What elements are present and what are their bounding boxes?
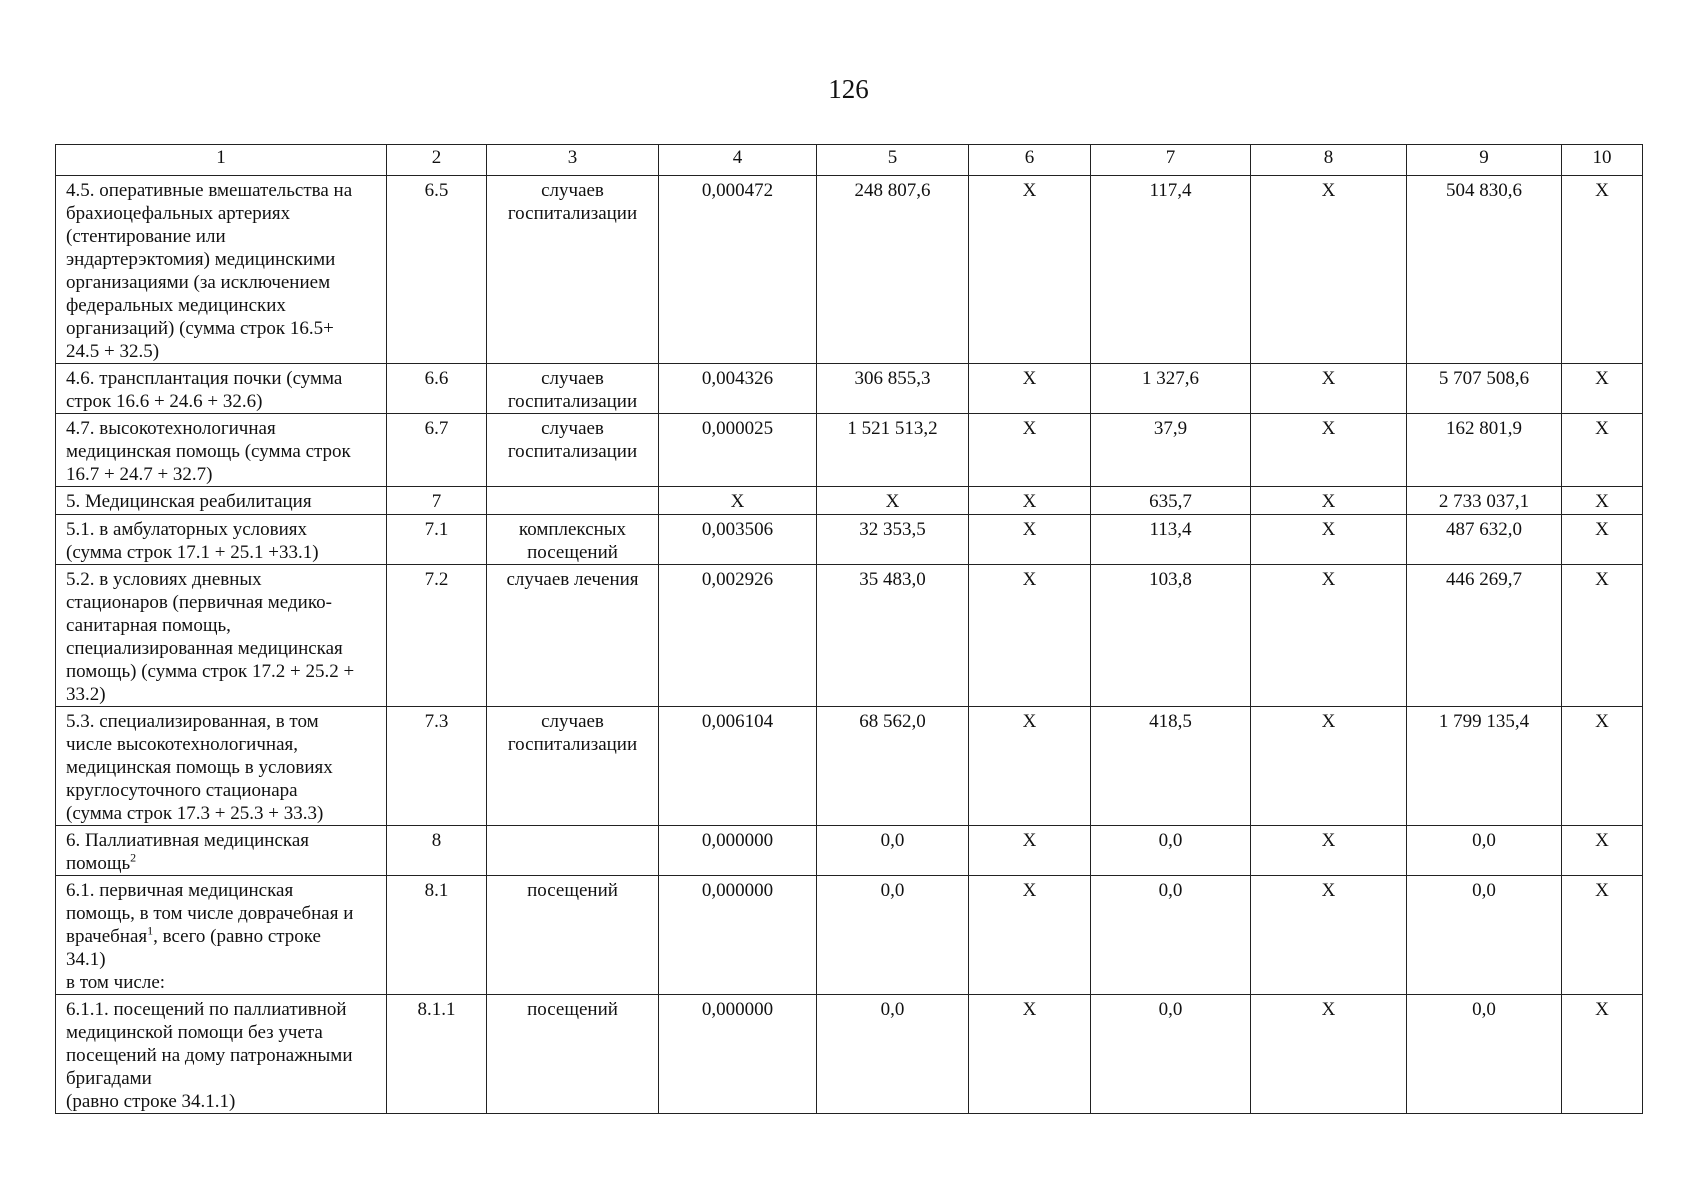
description-line: врачебная — [66, 926, 148, 947]
cell-col-8: X — [1251, 826, 1407, 876]
cell-col-10: X — [1562, 414, 1643, 487]
footnote-marker: 2 — [130, 850, 137, 865]
table-row — [56, 515, 1643, 565]
cell-col-7: 103,8 — [1091, 565, 1251, 707]
cell-col-6: X — [969, 565, 1091, 707]
cell-row-code: 6.6 — [387, 364, 487, 414]
cell-col-9: 0,0 — [1407, 995, 1562, 1114]
description-line: эндартерэктомия) медицинскими — [66, 249, 336, 270]
cell-col-5: 0,0 — [817, 995, 969, 1114]
cell-col-5: 68 562,0 — [817, 707, 969, 826]
cell-col-8: X — [1251, 364, 1407, 414]
cell-col-5: 0,0 — [817, 826, 969, 876]
cell-row-code: 7.3 — [387, 707, 487, 826]
unit-line: комплексных — [518, 519, 627, 540]
unit-line: случаев — [541, 711, 604, 732]
cell-col-10: X — [1562, 515, 1643, 565]
cell-col-6: X — [969, 176, 1091, 364]
cell-col-8: X — [1251, 487, 1407, 515]
cell-col-9: 162 801,9 — [1407, 414, 1562, 487]
footnote-marker: 1 — [147, 923, 154, 938]
description-line: помощь, в том числе доврачебная и — [66, 903, 354, 924]
header-cell: 5 — [817, 145, 969, 176]
description-line: 34.1) — [66, 949, 106, 970]
cell-col-10: X — [1562, 565, 1643, 707]
cell-description — [56, 515, 387, 565]
cell-col-5: 248 807,6 — [817, 176, 969, 364]
unit-line: посещений — [527, 999, 618, 1020]
cell-col-6: X — [969, 826, 1091, 876]
page-number: 126 — [828, 74, 869, 104]
cell-col-10: X — [1562, 995, 1643, 1114]
cell-row-code: 7 — [387, 487, 487, 515]
cell-unit — [487, 826, 659, 876]
cell-col-6: X — [969, 515, 1091, 565]
cell-col-6: X — [969, 364, 1091, 414]
cell-col-4: 0,000000 — [659, 876, 817, 995]
cell-description — [56, 826, 387, 876]
header-cell: 6 — [969, 145, 1091, 176]
cell-col-7: 1 327,6 — [1091, 364, 1251, 414]
cell-description — [56, 565, 387, 707]
description-line: 5. Медицинская реабилитация — [66, 491, 312, 512]
cell-col-7: 113,4 — [1091, 515, 1251, 565]
header-cell: 7 — [1091, 145, 1251, 176]
description-line: в том числе: — [66, 972, 166, 993]
unit-line: случаев — [541, 180, 604, 201]
unit-line: случаев лечения — [506, 569, 639, 590]
table-row — [56, 565, 1643, 707]
description-line: санитарная помощь, — [66, 615, 231, 636]
cell-description — [56, 176, 387, 364]
cell-col-4: 0,002926 — [659, 565, 817, 707]
cell-col-9: 487 632,0 — [1407, 515, 1562, 565]
cell-col-4: 0,006104 — [659, 707, 817, 826]
header-cell: 9 — [1407, 145, 1562, 176]
header-cell: 2 — [387, 145, 487, 176]
description-line: 24.5 + 32.5) — [66, 341, 160, 362]
cell-description — [56, 364, 387, 414]
cell-col-9: 0,0 — [1407, 876, 1562, 995]
description-line: (стентирование или — [66, 226, 226, 247]
cell-col-5: 1 521 513,2 — [817, 414, 969, 487]
description-line: (равно строке 34.1.1) — [66, 1091, 236, 1112]
cell-description — [56, 995, 387, 1114]
description-line: 33.2) — [66, 684, 106, 705]
cell-col-9: 2 733 037,1 — [1407, 487, 1562, 515]
table-row — [56, 414, 1643, 487]
description-line: 4.6. трансплантация почки (сумма — [66, 368, 343, 389]
cell-col-5: 306 855,3 — [817, 364, 969, 414]
cell-unit — [487, 565, 659, 707]
table-row — [56, 487, 1643, 515]
cell-description — [56, 707, 387, 826]
table-header-row — [56, 145, 1643, 176]
cell-col-5: 0,0 — [817, 876, 969, 995]
cell-unit — [487, 364, 659, 414]
cell-col-7: 0,0 — [1091, 995, 1251, 1114]
cell-unit — [487, 515, 659, 565]
cell-col-7: 117,4 — [1091, 176, 1251, 364]
description-line-tail: , всего (равно строке — [153, 926, 321, 947]
description-line: 16.7 + 24.7 + 32.7) — [66, 464, 213, 485]
cell-row-code: 8.1 — [387, 876, 487, 995]
header-cell: 10 — [1562, 145, 1643, 176]
table-row — [56, 364, 1643, 414]
cell-col-9: 504 830,6 — [1407, 176, 1562, 364]
cell-col-4: 0,000025 — [659, 414, 817, 487]
cell-unit — [487, 707, 659, 826]
cell-col-8: X — [1251, 876, 1407, 995]
cell-row-code: 6.5 — [387, 176, 487, 364]
description-line: медицинская помощь (сумма строк — [66, 441, 351, 462]
cell-unit — [487, 876, 659, 995]
description-line: 5.3. специализированная, в том — [66, 711, 319, 732]
cell-col-8: X — [1251, 515, 1407, 565]
unit-line: случаев — [541, 418, 604, 439]
cell-col-9: 1 799 135,4 — [1407, 707, 1562, 826]
cell-col-4: X — [659, 487, 817, 515]
cell-col-9: 446 269,7 — [1407, 565, 1562, 707]
cell-col-4: 0,004326 — [659, 364, 817, 414]
cell-col-5: 35 483,0 — [817, 565, 969, 707]
cell-col-7: 0,0 — [1091, 876, 1251, 995]
cell-description — [56, 414, 387, 487]
description-line: медицинской помощи без учета — [66, 1022, 323, 1043]
cell-col-4: 0,003506 — [659, 515, 817, 565]
table-row — [56, 826, 1643, 876]
cell-col-10: X — [1562, 707, 1643, 826]
cell-col-5: X — [817, 487, 969, 515]
cell-col-7: 635,7 — [1091, 487, 1251, 515]
description-line: 5.1. в амбулаторных условиях — [66, 519, 307, 540]
cell-col-8: X — [1251, 176, 1407, 364]
table-row — [56, 707, 1643, 826]
header-cell: 1 — [56, 145, 387, 176]
cell-row-code: 7.2 — [387, 565, 487, 707]
cell-col-7: 37,9 — [1091, 414, 1251, 487]
cell-row-code: 8 — [387, 826, 487, 876]
unit-line: госпитализации — [507, 441, 638, 462]
unit-line: посещений — [527, 880, 618, 901]
description-line: числе высокотехнологичная, — [66, 734, 298, 755]
description-line: организаций) (сумма строк 16.5+ — [66, 318, 334, 339]
description-line: специализированная медицинская — [66, 638, 343, 659]
cell-row-code: 8.1.1 — [387, 995, 487, 1114]
data-table — [55, 144, 1643, 1114]
cell-col-6: X — [969, 487, 1091, 515]
cell-col-8: X — [1251, 995, 1407, 1114]
description-line: 6.1. первичная медицинская — [66, 880, 294, 901]
description-line: организациями (за исключением — [66, 272, 331, 293]
description-line: (сумма строк 17.3 + 25.3 + 33.3) — [66, 803, 324, 824]
header-cell: 8 — [1251, 145, 1407, 176]
cell-unit — [487, 995, 659, 1114]
description-line: 6.1.1. посещений по паллиативной — [66, 999, 347, 1020]
cell-col-5: 32 353,5 — [817, 515, 969, 565]
cell-col-6: X — [969, 876, 1091, 995]
unit-line: госпитализации — [507, 391, 638, 412]
cell-col-8: X — [1251, 707, 1407, 826]
cell-col-8: X — [1251, 414, 1407, 487]
cell-col-10: X — [1562, 364, 1643, 414]
description-line: бригадами — [66, 1068, 152, 1089]
description-line: 4.5. оперативные вмешательства на — [66, 180, 353, 201]
description-line: посещений на дому патронажными — [66, 1045, 353, 1066]
header-cell: 3 — [487, 145, 659, 176]
cell-col-10: X — [1562, 876, 1643, 995]
table-row — [56, 176, 1643, 364]
cell-col-8: X — [1251, 565, 1407, 707]
table-row — [56, 995, 1643, 1114]
description-line: 5.2. в условиях дневных — [66, 569, 262, 590]
header-cell: 4 — [659, 145, 817, 176]
cell-description — [56, 487, 387, 515]
unit-line: посещений — [527, 542, 618, 563]
description-line: федеральных медицинских — [66, 295, 286, 316]
description-line: круглосуточного стационара — [66, 780, 298, 801]
cell-description — [56, 876, 387, 995]
cell-col-4: 0,000000 — [659, 995, 817, 1114]
unit-line: случаев — [541, 368, 604, 389]
description-line: медицинская помощь в условиях — [66, 757, 333, 778]
cell-unit — [487, 414, 659, 487]
description-line: брахиоцефальных артериях — [66, 203, 291, 224]
cell-col-6: X — [969, 995, 1091, 1114]
cell-col-9: 5 707 508,6 — [1407, 364, 1562, 414]
description-line: помощь) (сумма строк 17.2 + 25.2 + — [66, 661, 355, 682]
cell-row-code: 6.7 — [387, 414, 487, 487]
description-line: (сумма строк 17.1 + 25.1 +33.1) — [66, 542, 319, 563]
unit-line: госпитализации — [507, 203, 638, 224]
cell-col-10: X — [1562, 176, 1643, 364]
description-line: 6. Паллиативная медицинская — [66, 830, 310, 851]
cell-unit — [487, 487, 659, 515]
unit-line: госпитализации — [507, 734, 638, 755]
cell-col-6: X — [969, 414, 1091, 487]
description-line: помощь — [66, 853, 131, 874]
description-line: строк 16.6 + 24.6 + 32.6) — [66, 391, 263, 412]
description-line: 4.7. высокотехнологичная — [66, 418, 276, 439]
cell-col-4: 0,000000 — [659, 826, 817, 876]
cell-row-code: 7.1 — [387, 515, 487, 565]
cell-col-7: 418,5 — [1091, 707, 1251, 826]
cell-col-10: X — [1562, 826, 1643, 876]
cell-col-6: X — [969, 707, 1091, 826]
cell-col-7: 0,0 — [1091, 826, 1251, 876]
cell-unit — [487, 176, 659, 364]
table-row — [56, 876, 1643, 995]
cell-col-9: 0,0 — [1407, 826, 1562, 876]
cell-col-10: X — [1562, 487, 1643, 515]
description-line: стационаров (первичная медико- — [66, 592, 332, 613]
cell-col-4: 0,000472 — [659, 176, 817, 364]
